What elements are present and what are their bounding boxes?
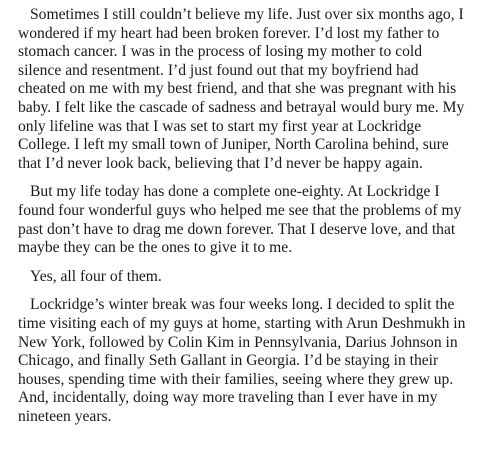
paragraph-1: Sometimes I still couldn’t believe my life. Just over six months ago, I wondered if my heart had been broken forever. I’d lost my father to stomach cancer. I was in the process of losing my mother to cold silence and resentment. I’d just found out that my boyfriend had cheated on me with my best friend, and that she was pregnant with his baby. I felt like the cascade of sadness and betrayal would bury me. My only lifeline was that I was set to start my first year at Lockridge College. I left my small town of Juniper, North Carolina behind, sure that I’d never look back, believing that I’d never be happy again. (18, 6, 465, 172)
paragraph-2: But my life today has done a complete one-eighty. At Lockridge I found four wonderful guys who helped me see that the problems of my past don’t have to drag me down forever. That I deserve love, and that maybe they can be the ones to give it to me. (18, 183, 462, 257)
paragraph-4: Lockridge’s winter break was four weeks long. I decided to split the time visiting each of my guys at home, starting with Arun Deshmukh in New York, followed by Colin Kim in Pennsylvania, Darius Johnson in Chicago, and finally Seth Gallant in Georgia. I’d be staying in their houses, spending time with their families, seeing where they grew up. And, incidentally, doing way more traveling than I ever have in my nineteen years. (18, 296, 466, 425)
paragraph-3: Yes, all four of them. (30, 267, 162, 285)
